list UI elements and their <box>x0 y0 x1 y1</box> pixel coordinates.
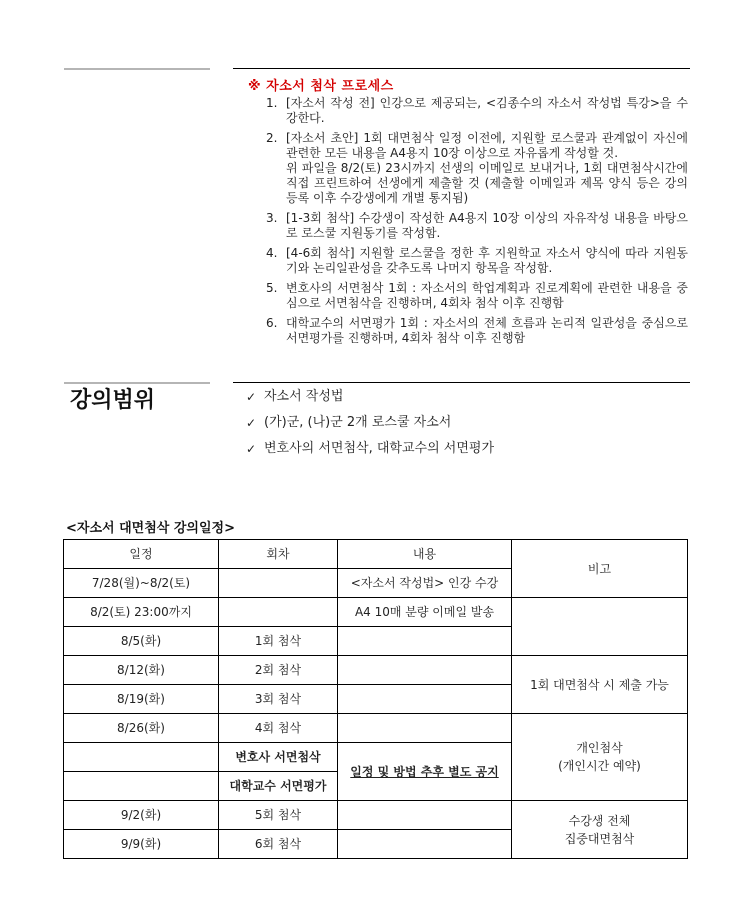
scope-item-label: 변호사의 서면첨삭, 대학교수의 서면평가 <box>264 441 495 456</box>
content-cell <box>338 830 512 859</box>
step-text: 대학교수의 서면평가 1회 : 자소서의 전체 흐름과 논리적 일관성을 중심으로 서면평가를 진행하며, 4회차 첨삭 이후 진행함 <box>286 316 688 345</box>
date-cell: 8/2(토) 23:00까지 <box>64 598 219 627</box>
content-cell <box>338 714 512 743</box>
scope-item-label: 자소서 작성법 <box>264 389 344 404</box>
date-cell: 7/28(월)~8/2(토) <box>64 569 219 598</box>
schedule-caption: <자소서 대면첨삭 강의일정> <box>66 521 235 536</box>
step-text: [1-3회 첨삭] 수강생이 작성한 A4용지 10장 이상의 자유작성 내용을 바탕으로 로스쿨 지원동기를 작성함. <box>286 211 688 240</box>
header-date: 일정 <box>64 540 219 569</box>
session-cell: 1회 첨삭 <box>219 627 338 656</box>
table-header-row <box>64 540 688 569</box>
step-number: 4. <box>266 246 278 260</box>
content-cell <box>338 685 512 714</box>
step-text: [4-6회 첨삭] 지원할 로스쿨을 정한 후 지원학교 자소서 양식에 따라 지원동기와 논리일관성을 갖추도록 나머지 항목을 작성함. <box>286 246 688 275</box>
header-note: 비고 <box>512 540 688 598</box>
header-session: 회차 <box>219 540 338 569</box>
process-step <box>260 131 688 206</box>
step-text-continued: 위 파일을 8/2(토) 23시까지 선생의 이메일로 보내거나, 1회 대면첨삭시간에 직접 프린트하여 선생에게 제출할 것 (제출할 이메일과 제목 양식 등은 강의등록 이후 수강생에게 개별 통지됨) <box>286 161 688 205</box>
checkmark-icon: ✓ <box>246 390 257 404</box>
table-row <box>64 714 688 743</box>
top-left-rule <box>64 68 210 70</box>
step-text: 변호사의 서면첨삭 1회 : 자소서의 학업계획과 진로계획에 관련한 내용을 중심으로 서면첨삭을 진행하며, 4회차 첨삭 이후 진행함 <box>286 281 688 310</box>
scope-item <box>246 414 494 440</box>
scope-item <box>246 440 494 466</box>
session-cell: 4회 첨삭 <box>219 714 338 743</box>
step-number: 5. <box>266 281 278 295</box>
checkmark-icon: ✓ <box>246 442 257 456</box>
date-cell: 9/9(화) <box>64 830 219 859</box>
date-cell <box>64 743 219 772</box>
process-step <box>260 211 688 241</box>
step-number: 3. <box>266 211 278 225</box>
scope-item-label: (가)군, (나)군 2개 로스쿨 자소서 <box>264 415 452 430</box>
content-cell: <자소서 작성법> 인강 수강 <box>338 569 512 598</box>
process-step <box>260 316 688 346</box>
scope-right-rule <box>233 382 690 383</box>
note-line: 수강생 전체 <box>568 813 631 828</box>
table-row <box>64 656 688 685</box>
process-step <box>260 96 688 126</box>
step-text: [자소서 초안] 1회 대면첨삭 일정 이전에, 지원할 로스쿨과 관계없이 자신에 관련한 모든 내용을 A4용지 10장 이상으로 자유롭게 작성할 것. <box>286 131 688 160</box>
session-cell: 대학교수 서면평가 <box>219 772 338 801</box>
session-cell: 6회 첨삭 <box>219 830 338 859</box>
session-cell: 2회 첨삭 <box>219 656 338 685</box>
table-row <box>64 598 688 627</box>
note-line: (개인시간 예약) <box>558 759 641 773</box>
process-steps <box>260 96 688 351</box>
step-text: [자소서 작성 전] 인강으로 제공되는, <김종수의 자소서 작성법 특강>을 수강한다. <box>286 96 688 125</box>
scope-item <box>246 388 494 414</box>
process-step <box>260 281 688 311</box>
content-cell: 일정 및 방법 추후 별도 공지 <box>338 743 512 801</box>
schedule-table <box>63 539 688 859</box>
date-cell: 8/26(화) <box>64 714 219 743</box>
session-cell: 3회 첨삭 <box>219 685 338 714</box>
session-cell: 변호사 서면첨삭 <box>219 743 338 772</box>
content-cell <box>338 656 512 685</box>
note-line: 집중대면첨삭 <box>564 831 635 846</box>
step-number: 2. <box>266 131 278 145</box>
content-cell <box>338 801 512 830</box>
content-cell <box>338 627 512 656</box>
process-step <box>260 246 688 276</box>
date-cell: 8/12(화) <box>64 656 219 685</box>
step-number: 6. <box>266 316 278 330</box>
note-cell-empty <box>512 598 688 656</box>
scope-list <box>246 388 494 466</box>
table-row <box>64 801 688 830</box>
note-cell: 1회 대면첨삭 시 제출 가능 <box>512 656 688 714</box>
process-title: ※ 자소서 첨삭 프로세스 <box>248 79 394 94</box>
scope-title: 강의범위 <box>70 388 156 413</box>
checkmark-icon: ✓ <box>246 416 257 430</box>
note-line: 개인첨삭 <box>576 741 623 755</box>
session-cell <box>219 569 338 598</box>
note-cell <box>512 801 688 859</box>
session-cell <box>219 598 338 627</box>
session-cell: 5회 첨삭 <box>219 801 338 830</box>
date-cell <box>64 772 219 801</box>
top-right-rule <box>233 68 690 69</box>
content-cell: A4 10매 분량 이메일 발송 <box>338 598 512 627</box>
date-cell: 8/19(화) <box>64 685 219 714</box>
note-cell <box>512 714 688 801</box>
date-cell: 9/2(화) <box>64 801 219 830</box>
date-cell: 8/5(화) <box>64 627 219 656</box>
step-number: 1. <box>266 96 278 110</box>
header-content: 내용 <box>338 540 512 569</box>
